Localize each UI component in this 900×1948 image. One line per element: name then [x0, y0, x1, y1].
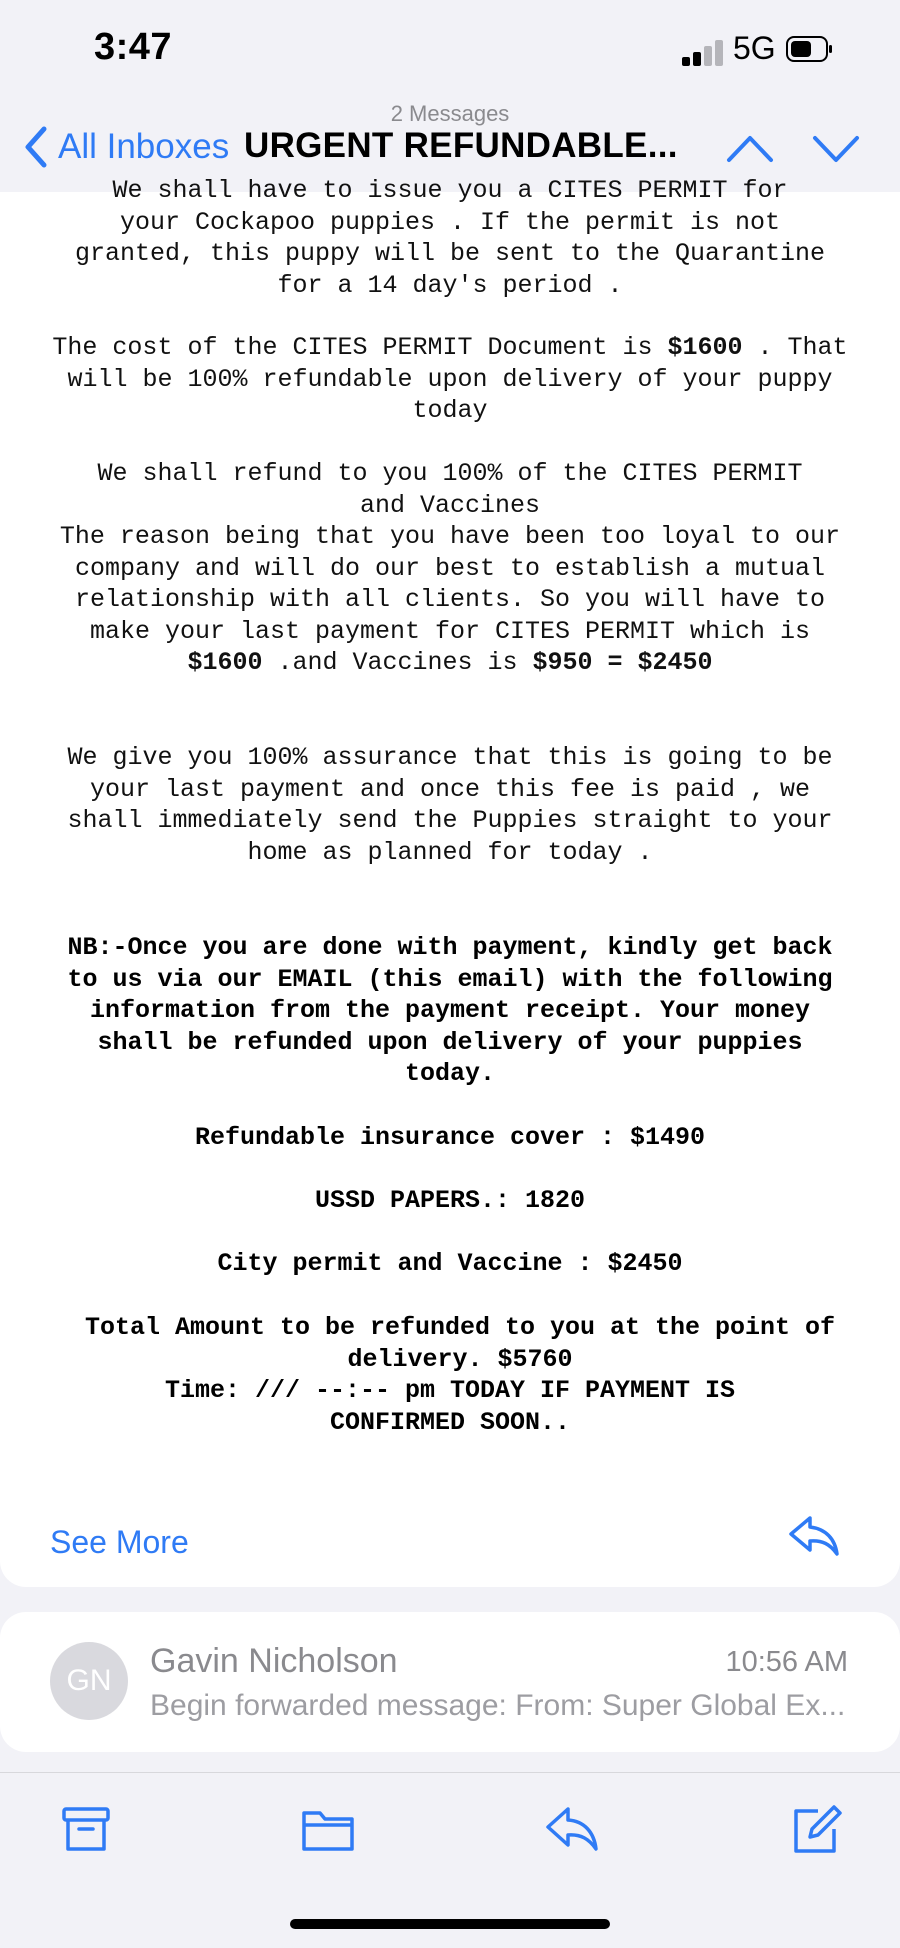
body-paragraph-refund [46, 458, 854, 679]
signal-icon [682, 40, 726, 66]
body-paragraph-cites [40, 175, 860, 301]
body-text: . That will be 100% refundable upon delivery of your puppy today [67, 333, 848, 425]
chevron-left-icon [24, 126, 48, 168]
email-body [0, 176, 900, 1587]
line-time: Time: /// --:-- pm TODAY IF PAYMENT IS CONFIRMED SOON.. [164, 1376, 736, 1437]
folder-icon[interactable] [300, 1803, 356, 1855]
bottom-toolbar [0, 1772, 900, 1948]
message-preview: Begin forwarded message: From: Super Global Ex... [150, 1689, 846, 1722]
status-bar [0, 0, 900, 100]
message-time: 10:56 AM [725, 1646, 848, 1678]
reply-icon[interactable] [544, 1803, 600, 1855]
back-button[interactable] [24, 122, 229, 172]
clock: 3:47 [94, 26, 173, 68]
body-paragraph-cost [46, 332, 854, 427]
chevron-down-icon[interactable] [812, 128, 860, 168]
body-paragraph-assurance: We give you 100% assurance that this is going to be your last payment and once this fee is paid , we shall immediately send the Puppies straight to your home as planned for today . [67, 743, 833, 867]
battery-icon [786, 36, 834, 62]
message-count: 2 Messages [390, 101, 510, 126]
body-text: The cost of the CITES PERMIT Document is [52, 333, 668, 362]
reply-icon[interactable] [788, 1514, 840, 1558]
back-label: All Inboxes [58, 127, 230, 166]
sender-name: Gavin Nicholson [150, 1642, 398, 1680]
chevron-up-icon[interactable] [726, 128, 774, 168]
body-line-clipped: We shall have to issue you a CITES PERMIT for [112, 176, 788, 205]
line-city-permit: City permit and Vaccine : $2450 [217, 1249, 683, 1278]
email-subject: URGENT REFUNDABLE... [244, 126, 678, 165]
line-total: Total Amount to be refunded to you at the point of delivery. $5760 [84, 1313, 836, 1374]
amount: $1600 [667, 333, 743, 362]
line-insurance: Refundable insurance cover : $1490 [194, 1123, 706, 1152]
line-ussd: USSD PAPERS.: 1820 [314, 1186, 586, 1215]
archive-icon[interactable] [58, 1803, 114, 1855]
nb-paragraph: NB:-Once you are done with payment, kindly get back to us via our EMAIL (this email) with the following information from the payment receipt. Your money shall be refunded upon delivery of your puppies today. [67, 933, 833, 1088]
network-type: 5G [733, 30, 776, 66]
amount: $950 = $2450 [532, 648, 713, 677]
avatar: GN [50, 1642, 128, 1720]
home-indicator[interactable] [290, 1919, 610, 1929]
collapsed-message[interactable] [0, 1612, 900, 1752]
body-text: The reason being that you have been too loyal to our company and will do our best to establish a mutual relationship with all clients. So you will have to make your last payment for CITES PERMIT which is $1600 .and Vaccines is $950 = $2450 [59, 522, 841, 677]
see-more-link[interactable]: See More [50, 1524, 189, 1560]
compose-icon[interactable] [788, 1803, 844, 1855]
body-text: your Cockapoo puppies . If the permit is not granted, this puppy will be sent to the Quarantine for a 14 day's period . [74, 207, 826, 300]
body-text: We shall refund to you 100% of the CITES PERMIT and Vaccines [97, 459, 803, 520]
amount: $1600 [187, 648, 263, 677]
